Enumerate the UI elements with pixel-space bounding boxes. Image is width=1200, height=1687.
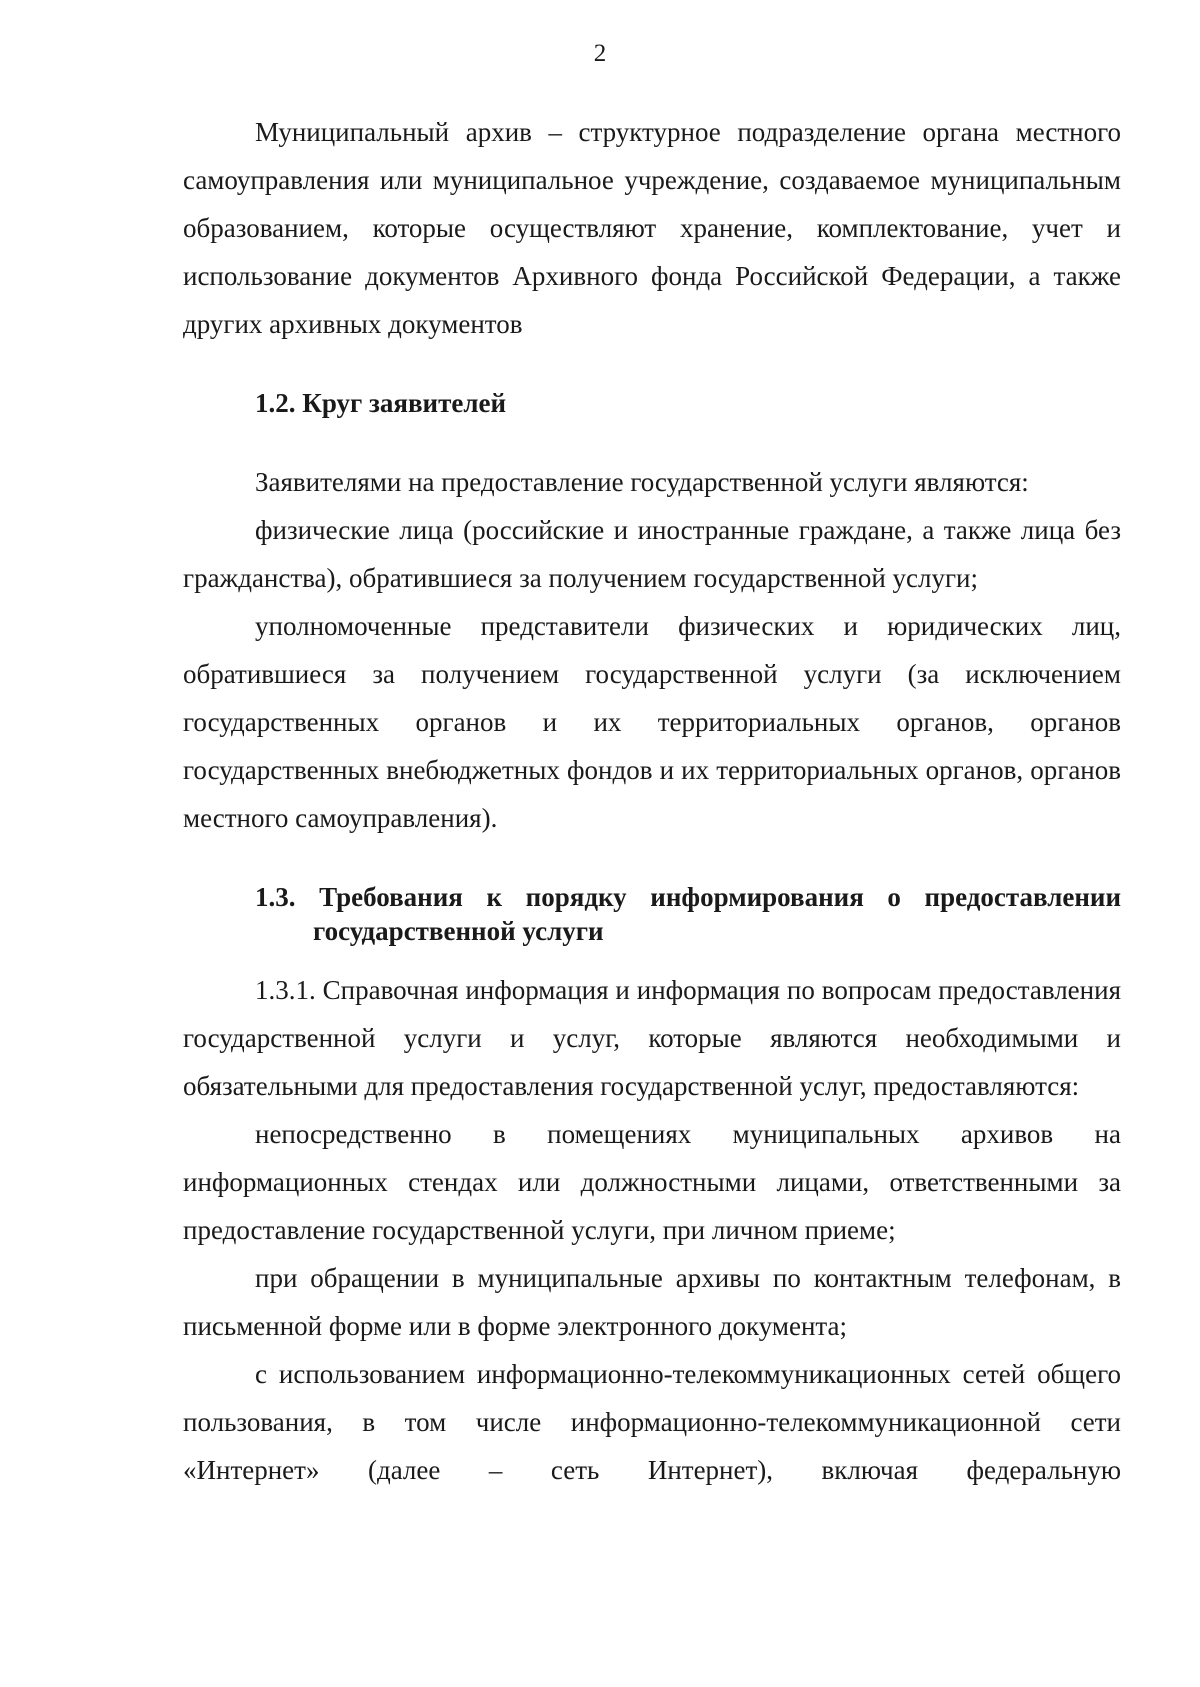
page-number: 2 <box>593 40 607 67</box>
section-heading-applicants: 1.2. Круг заявителей <box>255 388 507 418</box>
paragraph-municipal-archive: Муниципальный архив – структурное подразделение органа местного самоуправления или муниципальное учреждение, создаваемое муниципальным образованием, которые осуществляют хранение, комплектование, учет и использование документов Архивного фонда Российской Федерации, а также других архивных документов <box>183 117 1121 339</box>
paragraph-applicants-intro: Заявителями на предоставление государственной услуги являются: <box>255 467 1029 497</box>
paragraph-by-contact: при обращении в муниципальные архивы по контактным телефонам, в письменной форме или в форме электронного документа; <box>183 1263 1121 1341</box>
paragraph-representatives: уполномоченные представители физических и юридических лиц, обратившиеся за получением государственной услуги (за исключением государственных органов и их территориальных органов, органов государственных внебюджетных фондов и их территориальных органов, органов местного самоуправления). <box>183 611 1121 833</box>
paragraph-reference-info: 1.3.1. Справочная информация и информация по вопросам предоставления государственной услуги и услуг, которые являются необходимыми и обязательными для предоставления государственной услуг, предоставляются: <box>183 975 1121 1101</box>
section-heading-informing: 1.3. Требования к порядку информирования о предоставлении государственной услуги <box>255 882 1121 946</box>
document-body <box>183 108 1121 1494</box>
paragraph-in-premises: непосредственно в помещениях муниципальных архивов на информационных стендах или должностными лицами, ответственными за предоставление государственной услуги, при личном приеме; <box>183 1119 1121 1245</box>
paragraph-internet: с использованием информационно-телекоммуникационных сетей общего пользования, в том числе информационно-телекоммуникационной сети «Интернет» (далее – сеть Интернет), включая федеральную <box>183 1359 1121 1485</box>
paragraph-individuals: физические лица (российские и иностранные граждане, а также лица без гражданства), обратившиеся за получением государственной услуги; <box>183 515 1121 593</box>
